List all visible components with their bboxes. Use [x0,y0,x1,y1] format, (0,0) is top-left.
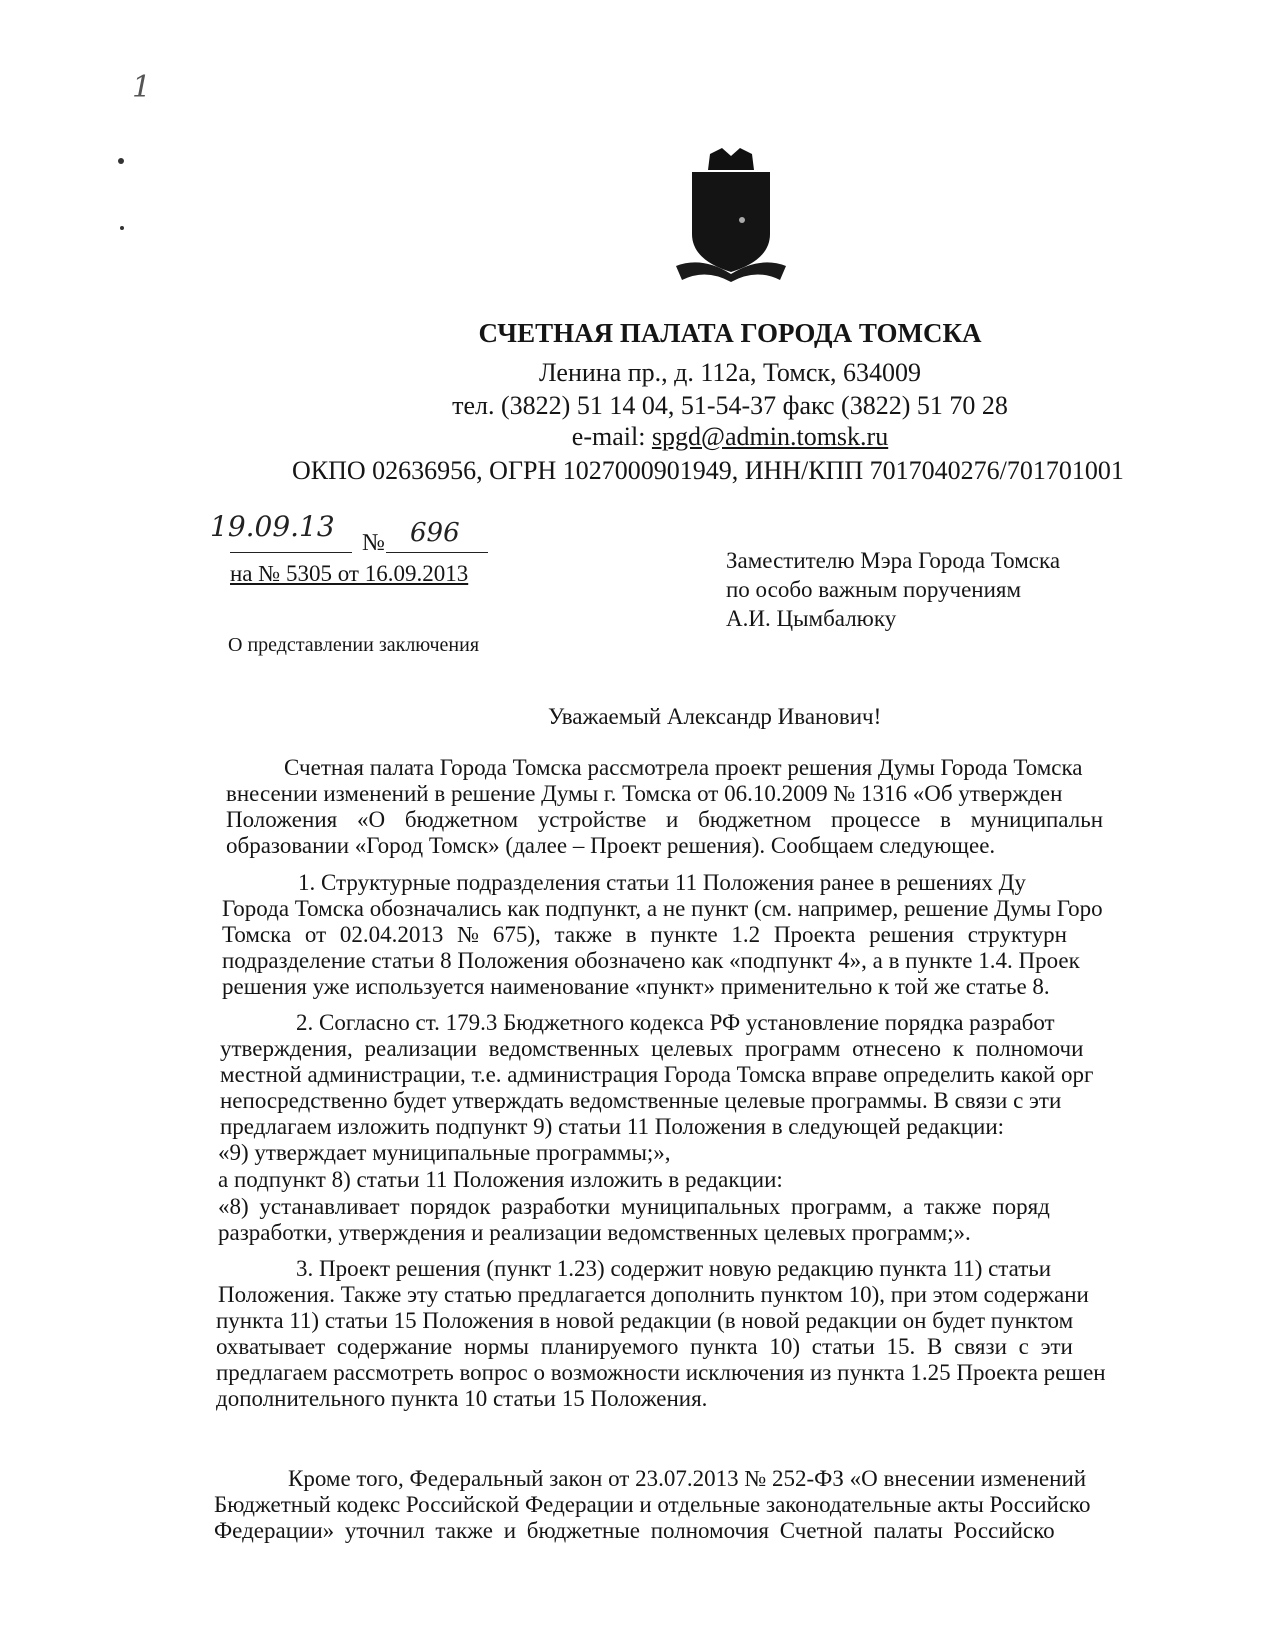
org-name: СЧЕТНАЯ ПАЛАТА ГОРОДА ТОМСКА [478,318,982,348]
body-line: Положения. Также эту статью предлагается дополнить пунктом 10), при этом содержани [218,1282,1089,1307]
body-line: подразделение статьи 8 Положения обозначено как «подпункт 4», а в пункте 1.4. Проек [222,948,1080,973]
outgoing-number-handwritten: 696 [410,518,460,548]
body-line: «9) утверждает муниципальные программы;», [218,1140,671,1165]
outgoing-number-underline [386,552,488,553]
email-label: e-mail: [571,422,652,451]
body-line: Бюджетный кодекс Российской Федерации и отдельные законодательные акты Российско [214,1492,1091,1517]
letter-subject: О представлении заключения [228,634,480,656]
org-registry: ОКПО 02636956, ОГРН 1027000901949, ИНН/КПП 7017040276/701701001 [292,456,1124,485]
outgoing-reference: на № 5305 от 16.09.2013 [230,561,469,586]
body-line: дополнительного пункта 10 статьи 15 Положения. [216,1386,708,1411]
body-line: предлагаем рассмотреть вопрос о возможности исключения из пункта 1.25 Проекта решен [216,1360,1106,1385]
body-line: а подпункт 8) статьи 11 Положения изложить в редакции: [218,1167,783,1192]
body-line: Счетная палата Города Томска рассмотрела проект решения Думы Города Томска [284,755,1083,780]
body-line: Кроме того, Федеральный закон от 23.07.2013 № 252-ФЗ «О внесении изменений [288,1466,1087,1491]
outgoing-date-handwritten: 19.09.13 [210,510,335,543]
body-line: пункта 11) статьи 15 Положения в новой редакции (в новой редакции он будет пунктом [216,1308,1074,1333]
email-link[interactable]: spgd@admin.tomsk.ru [651,422,889,451]
body-line: образовании «Город Томск» (далее – Проект решения). Сообщаем следующее. [226,833,996,858]
outgoing-date-underline [230,552,352,553]
body-line: Города Томска обозначались как подпункт, а не пункт (см. например, решение Думы Горо [222,896,1103,921]
punch-hole-mark [118,158,124,164]
coat-of-arms-icon [672,148,790,284]
body-line: «8) устанавливает порядок разработки муниципальных программ, а также поряд [218,1194,1050,1219]
body-line: утверждения, реализации ведомственных целевых программ отнесено к полномочи [220,1036,1084,1061]
body-line: Томска от 02.04.2013 № 675), также в пункте 1.2 Проекта решения структурн [222,922,1067,947]
body-line: местной администрации, т.е. администрация Города Томска вправе определить какой орг [220,1062,1094,1087]
body-line: 1. Структурные подразделения статьи 11 Положения ранее в решениях Ду [298,870,1026,895]
punch-hole-mark [120,226,124,230]
body-line: 3. Проект решения (пункт 1.23) содержит новую редакцию пункта 11) статьи [296,1256,1052,1281]
body-line: непосредственно будет утверждать ведомственные целевые программы. В связи с эти [220,1088,1062,1113]
body-line: Положения «О бюджетном устройстве и бюджетном процессе в муниципальн [226,807,1103,832]
body-line: решения уже используется наименование «пункт» применительно к той же статье 8. [222,974,1050,999]
body-line: внесении изменений в решение Думы г. Томска от 06.10.2009 № 1316 «Об утвержден [226,781,1063,806]
addressee-line-3: А.И. Цымбалюку [726,606,897,631]
org-email-line [300,424,1160,450]
outgoing-number-label: № [362,530,385,556]
body-line: 2. Согласно ст. 179.3 Бюджетного кодекса РФ установление порядка разработ [296,1010,1055,1035]
salutation: Уважаемый Александр Иванович! [548,704,882,729]
body-line: Федерации» уточнил также и бюджетные полномочия Счетной палаты Российско [214,1518,1055,1543]
body-line: разработки, утверждения и реализации ведомственных целевых программ;». [218,1220,971,1245]
addressee-line-2: по особо важным поручениям [726,577,1022,602]
margin-handwritten-note: 1 [132,70,152,105]
org-phones: тел. (3822) 51 14 04, 51-54-37 факс (3822) 51 70 28 [452,391,1008,420]
org-address: Ленина пр., д. 112а, Томск, 634009 [538,358,922,387]
body-line: предлагаем изложить подпункт 9) статьи 11 Положения в следующей редакции: [220,1114,1005,1139]
addressee-line-1: Заместителю Мэра Города Томска [726,548,1061,573]
body-line: охватывает содержание нормы планируемого пункта 10) статьи 15. В связи с эти [216,1334,1073,1359]
